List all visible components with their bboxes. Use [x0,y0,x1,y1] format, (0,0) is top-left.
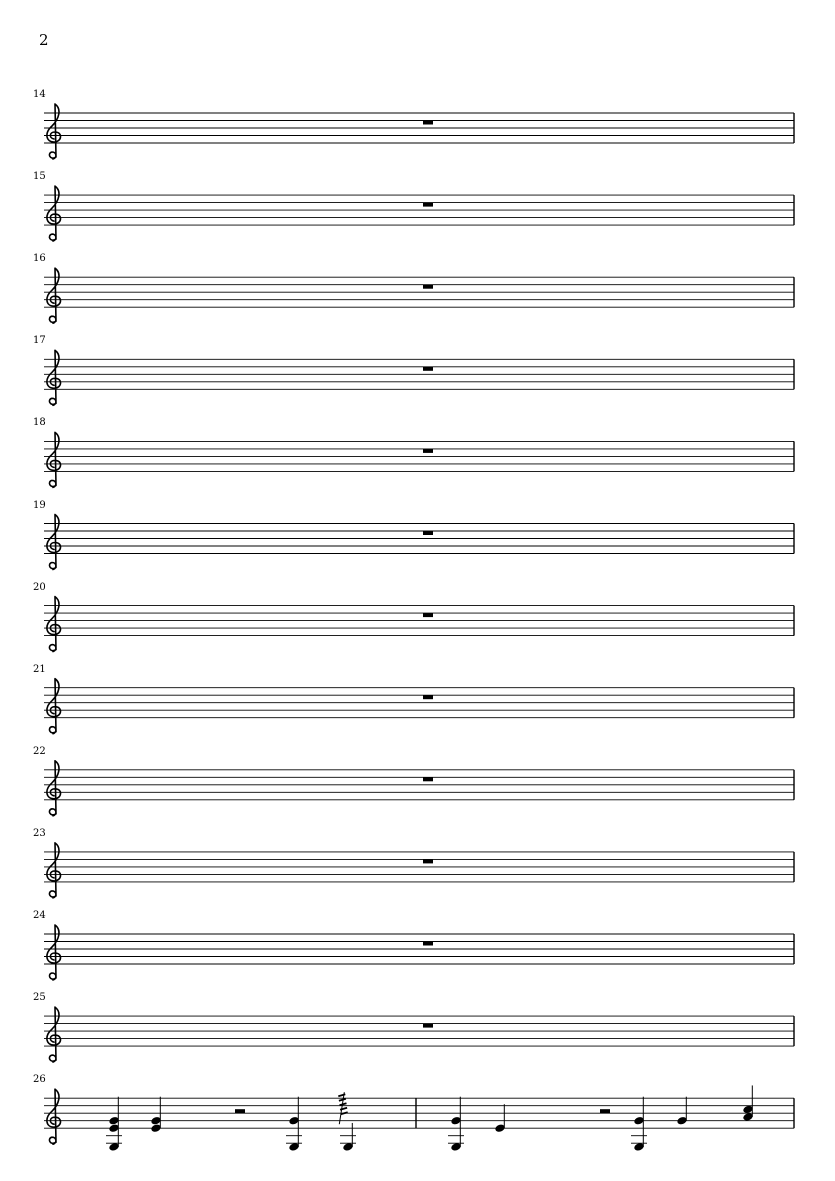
half-rest [600,1109,610,1113]
half-rest [235,1109,245,1113]
measure-number: 17 [33,335,46,347]
measure-number: 22 [33,745,46,757]
tremolo-slash [338,1094,345,1096]
tremolo-slash [341,1112,348,1114]
measure-number: 14 [33,89,46,100]
measure-number: 15 [33,171,46,183]
measure-number: 19 [33,499,46,511]
measure-number: 21 [33,663,46,675]
measure-number: 20 [33,581,46,593]
measure-number: 18 [33,417,46,429]
tremolo-slash [339,1099,346,1101]
measure-number: 16 [33,253,46,265]
page-number: 2 [39,31,49,49]
measure-number: 26 [33,1074,46,1086]
measure-number: 25 [33,992,46,1004]
treble-clef-icon [47,1089,61,1144]
measure-number: 23 [33,827,46,839]
measure-number: 24 [33,910,46,921]
tremolo-slash [340,1108,347,1110]
tremolo-slash [340,1103,347,1105]
